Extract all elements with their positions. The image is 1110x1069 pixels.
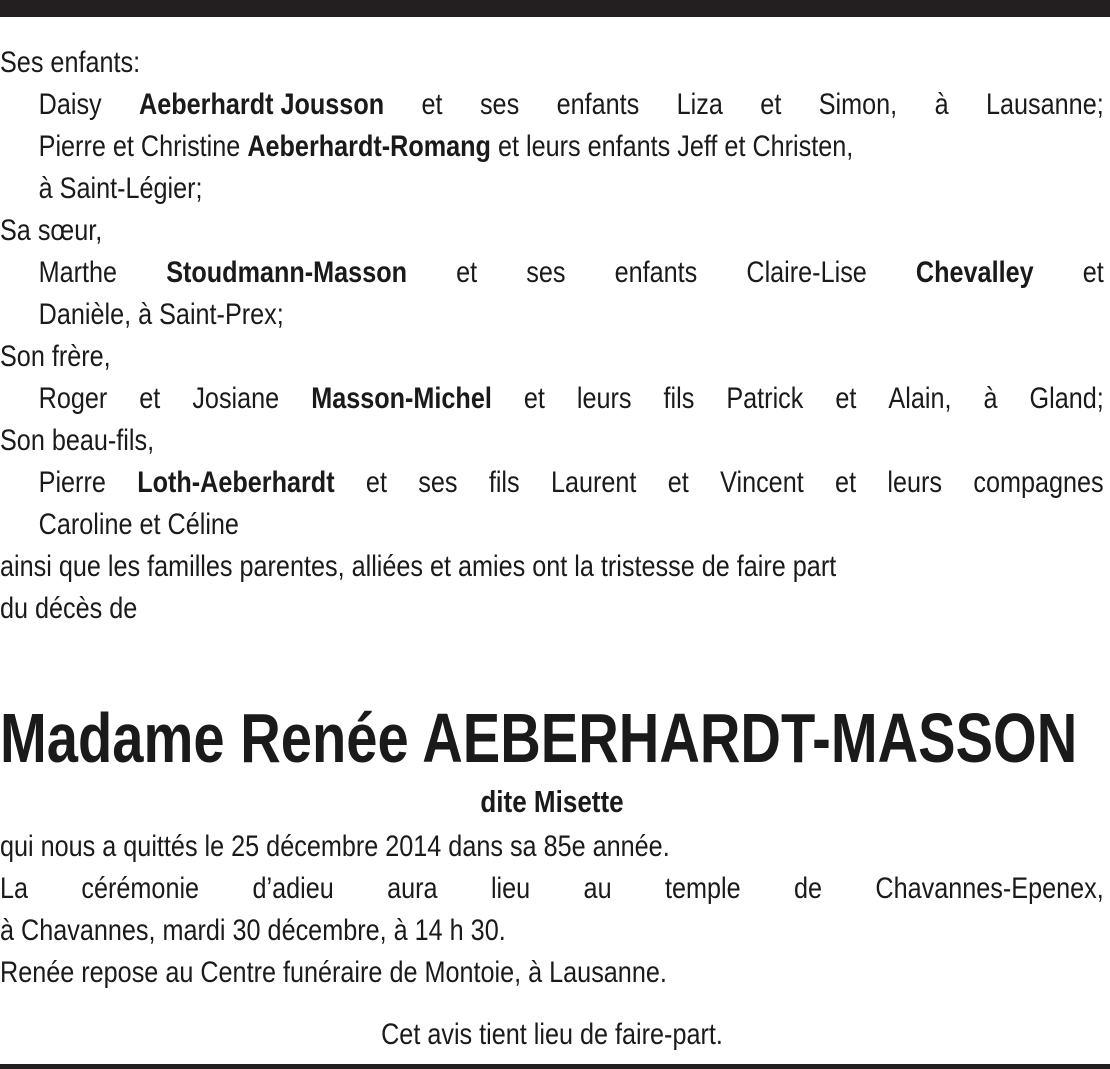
obituary-notice	[0, 42, 1104, 1056]
child2-surname: Aeberhardt-Romang	[247, 130, 491, 163]
word: Vincent	[720, 466, 804, 499]
surname: Loth-Aeberhardt	[137, 466, 335, 499]
ceremony-line-2: à Chavannes, mardi 30 décembre, à 14 h 30.	[0, 914, 506, 947]
word: cérémonie	[81, 872, 200, 905]
repose-line: Renée repose au Centre funéraire de Montoie, à Lausanne.	[0, 956, 667, 989]
nickname: dite Misette	[480, 784, 624, 819]
word: Alain,	[888, 382, 952, 415]
word: Lausanne;	[986, 88, 1104, 121]
closing-note: Cet avis tient lieu de faire-part.	[381, 1018, 723, 1051]
word: enfants	[556, 88, 640, 121]
surname: Stoudmann-Masson	[166, 256, 407, 289]
word: fils	[663, 382, 695, 415]
word: de	[793, 872, 823, 905]
word: temple	[664, 872, 741, 905]
word: au	[583, 872, 612, 905]
word: à	[934, 88, 949, 121]
top-rule	[0, 0, 1110, 17]
word: Josiane	[192, 382, 280, 415]
word: Claire-Lise	[746, 256, 867, 289]
word: et	[835, 466, 857, 499]
brother-entry	[0, 378, 1104, 420]
child-entry-1	[0, 84, 1104, 126]
word: et	[760, 88, 782, 121]
word: et	[523, 382, 545, 415]
word: Liza	[676, 88, 723, 121]
stepson-entry	[0, 462, 1104, 504]
word: Chavannes-Epenex,	[875, 872, 1104, 905]
brother-heading: Son frère,	[0, 340, 111, 373]
child2-suffix: et leurs enfants Jeff et Christen,	[497, 130, 854, 163]
surname: Chevalley	[915, 256, 1034, 289]
word: ses	[526, 256, 566, 289]
word: Daisy	[38, 88, 102, 121]
word: et	[365, 466, 387, 499]
word: et	[456, 256, 478, 289]
word: La	[0, 872, 29, 905]
stepson-entry-continuation: Caroline et Céline	[38, 508, 239, 541]
word: ses	[418, 466, 458, 499]
word: et	[139, 382, 161, 415]
families-line-2: du décès de	[0, 592, 138, 625]
word: ses	[479, 88, 520, 121]
word: et	[1082, 256, 1104, 289]
word: Laurent	[550, 466, 637, 499]
word: leurs	[887, 466, 943, 499]
word: et	[667, 466, 689, 499]
word: Gland;	[1029, 382, 1104, 415]
child-entry-2	[0, 126, 927, 168]
word: aura	[387, 872, 438, 905]
word: compagnes	[973, 466, 1104, 499]
word: leurs	[576, 382, 632, 415]
word: Marthe	[38, 256, 118, 289]
child2-prefix: Pierre et Christine	[38, 130, 241, 163]
word: enfants	[614, 256, 698, 289]
word: d’adieu	[252, 872, 334, 905]
surname: Aeberhardt Jousson	[139, 88, 385, 121]
children-heading: Ses enfants:	[0, 46, 141, 79]
families-line-1: ainsi que les familles parentes, alliées et amies ont la tristesse de faire part	[0, 550, 837, 583]
word: Simon,	[818, 88, 898, 121]
bottom-rule	[0, 1064, 1110, 1069]
word: Roger	[38, 382, 108, 415]
death-line: qui nous a quittés le 25 décembre 2014 dans sa 85e année.	[0, 830, 670, 863]
word: Patrick	[726, 382, 804, 415]
stepson-heading: Son beau-fils,	[0, 424, 155, 457]
word: Pierre	[38, 466, 106, 499]
child-entry-2-continuation: à Saint-Légier;	[38, 172, 203, 205]
sister-entry	[0, 252, 1104, 294]
word: et	[835, 382, 857, 415]
spacer	[0, 630, 1104, 696]
word: à	[983, 382, 998, 415]
deceased-name: Madame Renée AEBERHARDT-MASSON	[0, 699, 1078, 777]
sister-entry-continuation: Danièle, à Saint-Prex;	[38, 298, 284, 331]
sister-heading: Sa sœur,	[0, 214, 103, 247]
ceremony-line-1	[0, 868, 1104, 910]
word: et	[421, 88, 443, 121]
surname: Masson-Michel	[311, 382, 492, 415]
word: fils	[488, 466, 520, 499]
word: lieu	[490, 872, 531, 905]
